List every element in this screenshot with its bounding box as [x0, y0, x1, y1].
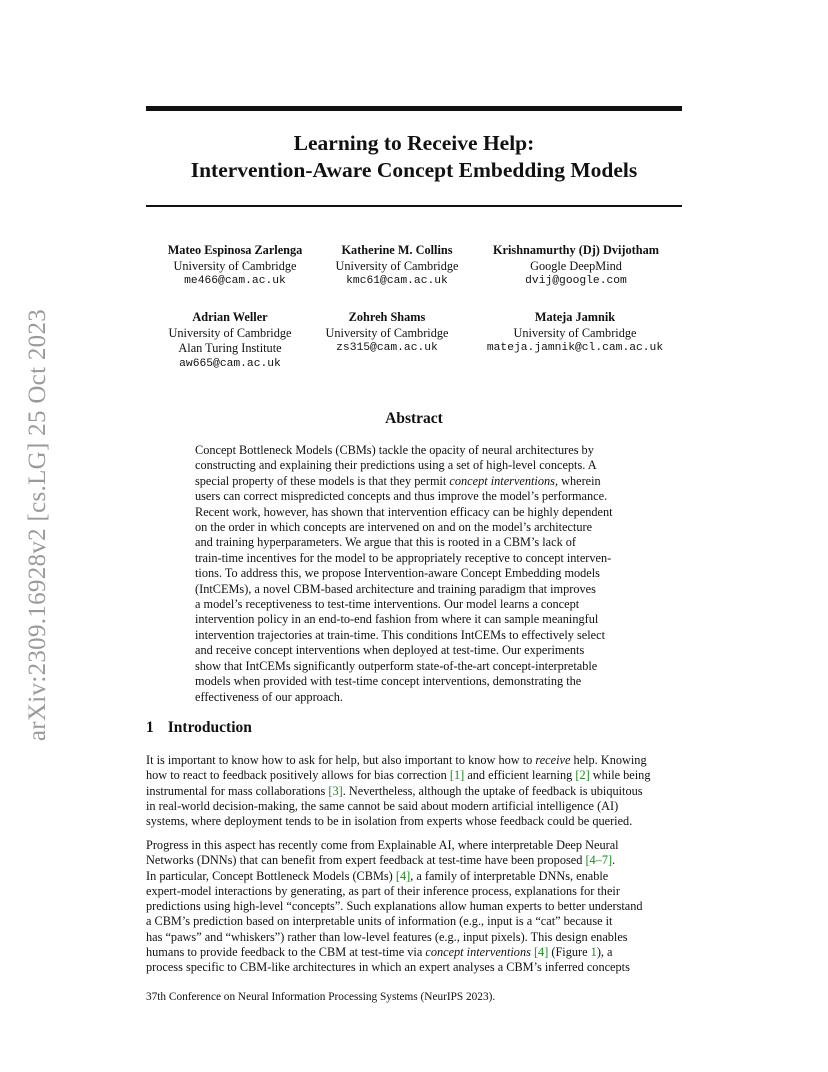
text-span: while being [589, 768, 651, 783]
abstract-line [195, 474, 635, 489]
abstract-body [195, 443, 635, 705]
text-span: . [612, 853, 616, 868]
abstract-line: models when provided with test-time concept interventions, demonstrating the [195, 674, 582, 689]
author-affiliation: Alan Turing Institute [178, 341, 282, 355]
author-affiliation: University of Cambridge [335, 258, 459, 273]
title-line-2: Intervention-Aware Concept Embedding Models [190, 158, 638, 182]
abstract-line: a model’s receptiveness to test-time interventions. Our model learns a concept [195, 597, 580, 612]
paragraph-line [146, 853, 682, 868]
author-name: Krishnamurthy (Dj) Dvijotham [492, 243, 659, 257]
author-affiliation: University of Cambridge [173, 258, 297, 273]
paragraph-line [146, 869, 682, 884]
text-span: , a family of interpretable DNNs, enable [410, 868, 609, 883]
paragraph-line: Progress in this aspect has recently come from Explainable AI, where interpretable Deep Neural [146, 838, 619, 852]
intro-paragraph-2 [146, 838, 682, 976]
citation-link[interactable]: [4] [533, 945, 549, 960]
paragraph-line: process specific to CBM-like architectures in which an expert analyses a CBM’s inferred concepts [146, 960, 630, 975]
paragraph-line: has “paws” and “whiskers”) rather than low-level features (e.g., input pixels). This design enables [146, 929, 628, 944]
text-span: . Nevertheless, although the uptake of feedback is ubiquitous [342, 783, 643, 798]
paragraph-line: expert-model interactions by generating, as part of their inference process, explanations for their [146, 883, 620, 898]
author-block [158, 310, 302, 372]
abstract-line: Concept Bottleneck Models (CBMs) tackle the opacity of neural architectures by [195, 443, 594, 457]
author-block [158, 243, 312, 290]
author-email: me466@cam.ac.uk [184, 275, 286, 287]
text-span: instrumental for mass collaborations [146, 783, 329, 798]
citation-link[interactable]: [4–7] [585, 853, 613, 868]
author-name: Zohreh Shams [348, 310, 426, 324]
abstract-line: train-time incentives for the model to be appropriately receptive to concept interven- [195, 550, 612, 565]
title-line-1: Learning to Receive Help: [293, 131, 535, 155]
citation-link[interactable]: [1] [449, 768, 465, 783]
author-email: dvij@google.com [525, 275, 627, 287]
abstract-line: and training hyperparameters. We argue that this is rooted in a CBM’s lack of [195, 535, 577, 550]
citation-link[interactable]: [3] [328, 783, 343, 798]
paragraph-line [146, 768, 682, 783]
abstract-text: special property of these models is that they permit [195, 473, 450, 488]
abstract-line: intervention policy in an end-to-end fashion from where it can sample meaningful [195, 612, 599, 627]
abstract-line: show that IntCEMs significantly outperform state-of-the-art concept-interpretable [195, 658, 598, 673]
title-bottom-rule [146, 205, 682, 207]
author-name: Mateo Espinosa Zarlenga [167, 243, 303, 257]
text-span: ), a [596, 945, 613, 960]
text-span: Networks (DNNs) that can benefit from expert feedback at test-time have been proposed [146, 853, 586, 868]
text-span: help. Knowing [570, 753, 647, 767]
abstract-line: on the order in which concepts are intervened on and on the model’s architecture [195, 520, 593, 535]
author-block [324, 243, 470, 290]
section-number: 1 [146, 719, 154, 736]
abstract-line: users can correct mispredicted concepts and thus improve the model’s performance. [195, 489, 608, 504]
paper-title [146, 130, 682, 184]
author-block [480, 310, 670, 357]
title-top-rule [146, 106, 682, 111]
author-affiliation: University of Cambridge [325, 325, 449, 340]
text-span: (Figure [548, 945, 591, 960]
text-span: In particular, Concept Bottleneck Models (CBMs) [146, 868, 396, 883]
paragraph-line [146, 753, 682, 768]
text-span: humans to provide feedback to the CBM at test-time via [146, 945, 426, 960]
figure-link[interactable]: 1 [590, 945, 597, 960]
emphasis: concept interventions [425, 945, 531, 960]
intro-paragraph-1 [146, 753, 682, 829]
paragraph-line [146, 945, 682, 960]
arxiv-stamp-text: arXiv:2309.16928v2 [cs.LG] 25 Oct 2023 [24, 308, 51, 742]
paragraph-line: systems, where deployment tends to be in isolation from experts whose feedback could be queried. [146, 814, 633, 829]
author-name: Katherine M. Collins [341, 243, 453, 257]
paragraph-line [146, 784, 682, 799]
author-name: Adrian Weller [192, 310, 268, 324]
author-email: zs315@cam.ac.uk [336, 342, 438, 354]
abstract-text: , wherein [554, 473, 601, 488]
abstract-line: Recent work, however, has shown that intervention efficacy can be highly dependent [195, 504, 613, 519]
text-span: how to react to feedback positively allows for bias correction [146, 768, 450, 783]
abstract-line: effectiveness of our approach. [195, 689, 343, 704]
abstract-line: tions. To address this, we propose Intervention-aware Concept Embedding models [195, 566, 600, 581]
author-name: Mateja Jamnik [534, 310, 616, 324]
abstract-emphasis: concept interventions [449, 473, 555, 488]
author-block [482, 243, 670, 290]
abstract-heading: Abstract [385, 410, 443, 427]
citation-link[interactable]: [2] [575, 768, 590, 783]
abstract-line: (IntCEMs), a novel CBM-based architecture and training paradigm that improves [195, 581, 596, 596]
text-span: It is important to know how to ask for help, but also important to know how to [146, 753, 536, 767]
paragraph-line: predictions using high-level “concepts”. Such explanations allow human experts to better understand [146, 899, 643, 914]
conference-footnote: 37th Conference on Neural Information Processing Systems (NeurIPS 2023). [146, 991, 496, 1003]
abstract-line: and receive concept interventions when deployed at test-time. Our experiments [195, 643, 585, 658]
section-title: Introduction [167, 719, 252, 736]
author-email: kmc61@cam.ac.uk [346, 275, 448, 287]
arxiv-stamp [24, 290, 52, 760]
paragraph-line: in real-world decision-making, the same cannot be said about modern artificial intelligence (AI) [146, 798, 619, 813]
author-email: mateja.jamnik@cl.cam.ac.uk [486, 342, 664, 354]
abstract-line: constructing and explaining their predictions using a set of high-level concepts. A [195, 458, 597, 473]
author-affiliation: University of Cambridge [168, 325, 292, 340]
citation-link[interactable]: [4] [395, 868, 411, 883]
text-span: and efficient learning [464, 768, 576, 783]
author-email: aw665@cam.ac.uk [179, 357, 281, 370]
paragraph-line: a CBM’s prediction based on interpretable units of information (e.g., input is a “cat” because it [146, 914, 613, 929]
emphasis: receive [535, 753, 571, 767]
author-affiliation: Google DeepMind [530, 258, 622, 273]
section-heading [146, 719, 252, 737]
author-block [312, 310, 462, 357]
abstract-line: intervention trajectories at train-time. This conditions IntCEMs to effectively select [195, 627, 606, 642]
author-affiliation: University of Cambridge [513, 325, 637, 340]
